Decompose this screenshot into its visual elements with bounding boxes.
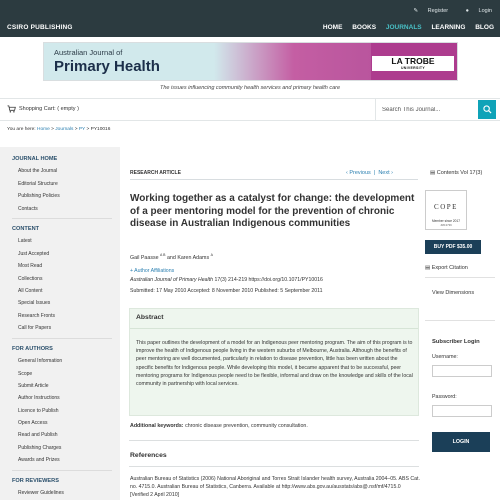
contents-link[interactable]: ▤ Contents Vol 17(3) — [430, 170, 483, 176]
abstract-section — [129, 308, 419, 416]
export-icon: ▤ — [425, 265, 431, 271]
nav-home[interactable]: HOME — [322, 24, 343, 31]
account-links — [398, 8, 492, 14]
sidebar-item-licence[interactable]: Licence to Publish — [18, 408, 59, 414]
sidebar-item-publishing-charges[interactable]: Publishing Charges — [18, 445, 62, 451]
login-link[interactable]: ● Login — [465, 8, 492, 14]
nav-learning[interactable]: LEARNING — [431, 24, 466, 31]
password-field[interactable] — [432, 405, 492, 417]
chevron-right-icon: › — [391, 170, 394, 176]
main-nav — [315, 24, 494, 31]
cope-badge[interactable]: COPE Member since 2017 JM13739 — [425, 190, 467, 230]
sidebar-item-just-accepted[interactable]: Just Accepted — [18, 251, 50, 257]
sidebar-item-awards[interactable]: Awards and Prizes — [18, 457, 60, 463]
article-title: Working together as a catalyst for change: the development of a peer mentoring model for the prevention of chronic disease in Australian Indigenous communities — [130, 193, 415, 229]
top-bar — [0, 0, 500, 37]
author-link[interactable]: Karen Adams — [177, 254, 210, 261]
journal-name: Primary Health — [54, 58, 160, 75]
journal-banner[interactable] — [43, 42, 458, 81]
sidebar-heading-for-reviewers[interactable]: FOR REVIEWERS — [12, 478, 59, 484]
search-icon — [483, 105, 492, 114]
sidebar-item-read-publish[interactable]: Read and Publish — [18, 432, 58, 438]
article-authors: Gail Paasse $^{A B}$ and Karen Adams $^A$ — [130, 253, 213, 261]
user-icon: ✎ — [413, 8, 419, 14]
sidebar-item-policies[interactable]: Publishing Policies — [18, 193, 60, 199]
next-link[interactable]: Next › — [378, 170, 394, 176]
author-link[interactable]: Gail Paasse — [130, 254, 159, 261]
additional-keywords: Additional keywords: chronic disease prevention, community consultation. — [130, 423, 308, 429]
buy-pdf-button[interactable]: BUY PDF $35.00 — [425, 240, 481, 254]
sidebar-item-reviewer-guidelines[interactable]: Reviewer Guidelines — [18, 490, 64, 496]
sidebar-item-call-for-papers[interactable]: Call for Papers — [18, 325, 52, 331]
register-link[interactable]: ✎ Register — [413, 8, 449, 14]
chevron-left-icon: ‹ — [346, 170, 348, 176]
references-heading: References — [130, 452, 167, 459]
breadcrumb-home[interactable]: Home — [36, 127, 50, 132]
search-input[interactable] — [378, 101, 476, 118]
subscriber-login-heading: Subscriber Login — [432, 339, 480, 345]
sidebar-item-all-content[interactable]: All Content — [18, 288, 43, 294]
shopping-cart-link[interactable]: Shopping Cart: ( empty ) — [19, 106, 79, 112]
sidebar-heading-journal-home[interactable]: JOURNAL HOME — [12, 156, 58, 162]
lock-icon: ● — [465, 8, 469, 14]
export-citation-link[interactable]: ▤ Export Citation — [425, 265, 468, 271]
password-label: Password: — [432, 394, 457, 400]
breadcrumb: You are here: Home > Journals > PY > PY10016 — [7, 127, 111, 132]
sidebar-heading-for-authors[interactable]: FOR AUTHORS — [12, 346, 53, 352]
document-icon: ▤ — [430, 170, 436, 176]
sidebar-item-editorial[interactable]: Editorial Structure — [18, 181, 58, 187]
sponsor-logo[interactable]: LA TROBE UNIVERSITY — [372, 56, 454, 71]
article-dates: Submitted: 17 May 2010 Accepted: 8 November 2010 Published: 5 September 2011 — [130, 288, 323, 294]
sidebar-item-submit-article[interactable]: Submit Article — [18, 383, 49, 389]
abstract-heading: Abstract — [136, 314, 164, 321]
nav-journals[interactable]: JOURNALS — [385, 24, 422, 31]
sidebar-item-contacts[interactable]: Contacts — [18, 206, 38, 212]
abstract-text: This paper outlines the development of a model for an Indigenous peer mentoring program. The aim of this program is to improve the health of Indigenous people living in the western suburbs of Melbourne, Australia. Although the benefits of peer mentoring are well documented, particularly in relation to disease prevention, little has been written about the specific benefits for Indigenous people. While developing this model, it became apparent that to be successful, peer mentoring programs for Indigenous people need to be flexible, informal and draw on the knowledge and skills of the local community in partnership with local services. — [136, 340, 413, 388]
sidebar-item-scope[interactable]: Scope — [18, 371, 33, 377]
sidebar-item-latest[interactable]: Latest — [18, 238, 32, 244]
sidebar-item-author-instructions[interactable]: Author Instructions — [18, 395, 60, 401]
journal-tagline: The issues influencing community health services and primary health care — [159, 85, 341, 91]
sidebar-item-general-info[interactable]: General Information — [18, 358, 63, 364]
author-affiliations-toggle[interactable]: + Author Affiliations — [130, 268, 175, 274]
sidebar-item-collections[interactable]: Collections — [18, 276, 43, 282]
nav-books[interactable]: BOOKS — [352, 24, 377, 31]
sidebar-heading-content[interactable]: CONTENT — [12, 226, 40, 232]
nav-blog[interactable]: BLOG — [475, 24, 494, 31]
sidebar-item-most-read[interactable]: Most Read — [18, 263, 43, 269]
reference-item: Australian Bureau of Statistics (2006) National Aboriginal and Torres Strait Islander health survey, Australia 2004–05. ABS Cat. no. 4715.0. Australian Bureau of Statistics, Canberra. Available at http://www.abs.gov.au/ausstats/abs@.nsf/mf/4715.0 [Verified 2 April 2010] — [130, 476, 420, 499]
username-label: Username: — [432, 354, 458, 360]
article-type: RESEARCH ARTICLE — [130, 170, 181, 176]
sidebar-item-research-fronts[interactable]: Research Fronts — [18, 313, 55, 319]
article-citation: Australian Journal of Primary Health 17(3) 214-219 https://doi.org/10.1071/PY10016 — [130, 277, 323, 283]
breadcrumb-current: PY10016 — [90, 127, 111, 132]
publisher-logo[interactable]: CSIRO PUBLISHING — [7, 24, 73, 31]
login-button[interactable]: LOGIN — [432, 432, 490, 452]
journal-prefix: Australian Journal of — [54, 48, 123, 57]
article-pager: ‹ Previous | Next › — [346, 170, 394, 176]
cart-icon[interactable] — [7, 105, 16, 113]
sidebar-item-about[interactable]: About the Journal — [18, 168, 58, 174]
search-button[interactable] — [478, 100, 496, 119]
breadcrumb-journals[interactable]: Journals — [55, 127, 74, 132]
sidebar-item-open-access[interactable]: Open Access — [18, 420, 48, 426]
view-dimensions-link[interactable]: View Dimensions — [432, 290, 475, 296]
previous-link[interactable]: ‹ Previous — [346, 170, 371, 176]
sidebar-item-special-issues[interactable]: Special Issues — [18, 300, 51, 306]
breadcrumb-py[interactable]: PY — [78, 127, 86, 132]
username-field[interactable] — [432, 365, 492, 377]
